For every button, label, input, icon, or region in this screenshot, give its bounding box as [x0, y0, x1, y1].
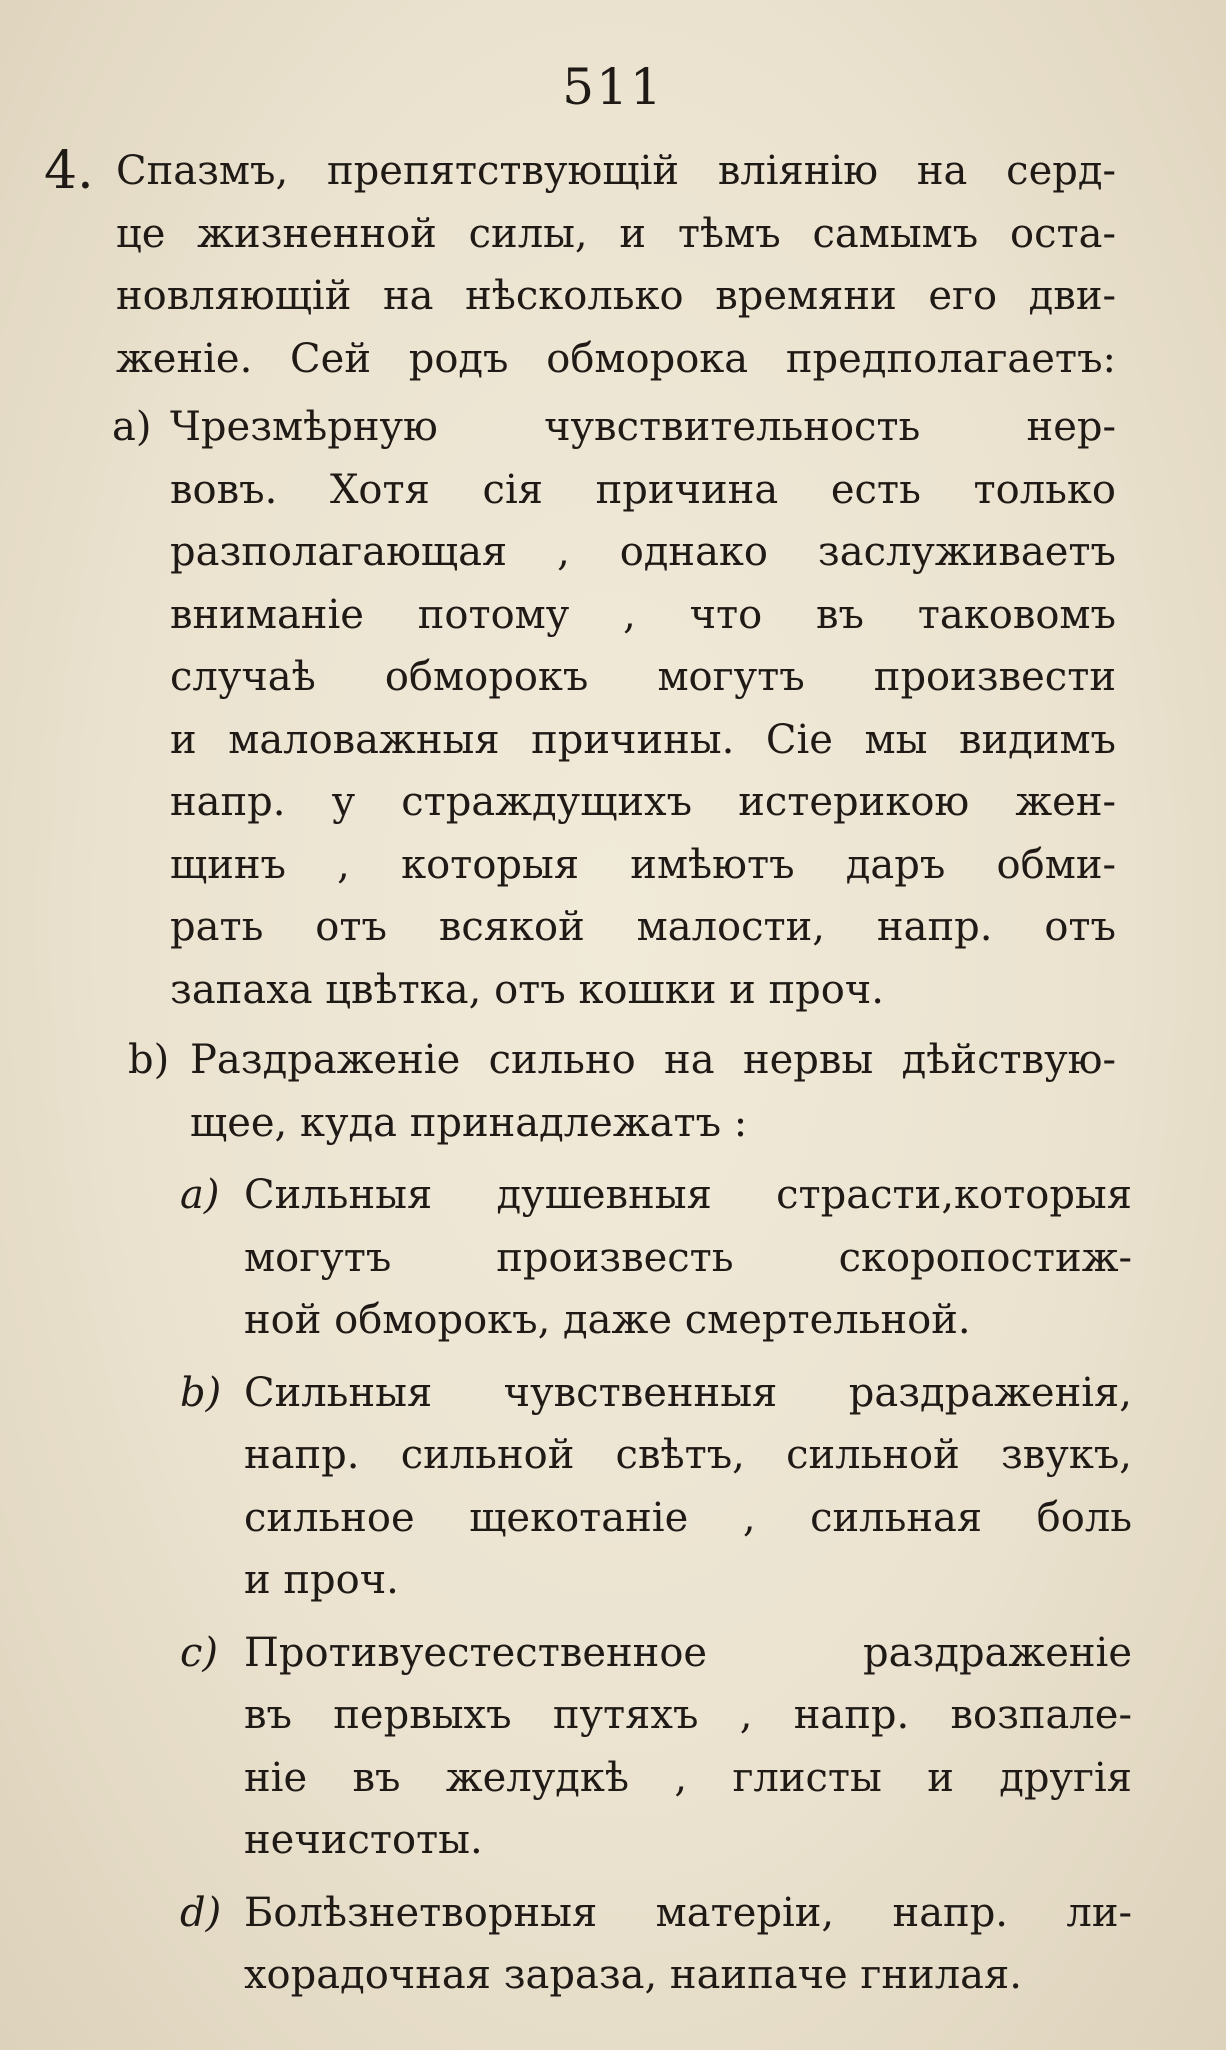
text-line: и маловажныя причины. Сіе мы видимъ	[170, 716, 1116, 763]
subitem-marker: d)	[180, 1889, 222, 1936]
text-line: запаха цвѣтка, отъ кошки и проч.	[170, 966, 884, 1013]
text-line: Сильныя душевныя страсти,которыя	[244, 1172, 1132, 1218]
text-line: хорадочная зараза, наипаче гнилая.	[244, 1952, 1022, 1998]
text-line: ной обморокъ, даже смертельной.	[244, 1297, 971, 1343]
body-text	[0, 140, 1226, 2007]
text-line: Противуестественное раздраженіе	[244, 1629, 1132, 1676]
text-line: новляющій на нѣсколько времяни его дви-	[116, 273, 1116, 319]
text-line: могутъ произвесть скоропостиж-	[244, 1234, 1132, 1281]
text-line: Раздраженіе сильно на нервы дѣйствую-	[190, 1037, 1116, 1083]
paragraph-marker: 4.	[44, 141, 94, 201]
subitem-marker: b)	[180, 1369, 222, 1416]
text-line: вовъ. Хотя сія причина есть только	[170, 466, 1116, 513]
item-marker: a)	[112, 404, 152, 450]
subitem-marker: c)	[180, 1629, 219, 1676]
text-line: напр. у страждущихъ истерикою жен-	[170, 779, 1116, 825]
paragraph-4	[0, 140, 1116, 390]
text-line: ніе въ желудкѣ , глисты и другія	[244, 1754, 1132, 1801]
text-line: сильное щекотаніе , сильная боль	[244, 1494, 1132, 1541]
subitem-d	[0, 1882, 1132, 2007]
subitem-marker: a)	[180, 1172, 220, 1218]
text-line: Спазмъ, препятствующій вліянію на серд-	[116, 148, 1116, 194]
item-marker: b)	[128, 1037, 170, 1083]
text-line: нечистоты.	[244, 1817, 483, 1863]
text-line: рать отъ всякой малости, напр. отъ	[170, 904, 1116, 950]
text-line: це жизненной силы, и тѣмъ самымъ оста-	[116, 210, 1116, 257]
text-line: щее, куда принадлежатъ :	[190, 1099, 748, 1146]
text-line: напр. сильной свѣтъ, сильной звукъ,	[244, 1432, 1132, 1478]
text-line: щинъ , которыя имѣютъ даръ обми-	[170, 841, 1116, 888]
subitem-a	[0, 1164, 1132, 1352]
subitem-b	[0, 1362, 1132, 1612]
text-line: Сильныя чувственныя раздраженія,	[244, 1369, 1132, 1416]
text-line: Чрезмѣрную чувствительность нер-	[170, 404, 1116, 450]
item-a	[0, 396, 1116, 1021]
page-number: 511	[562, 58, 664, 116]
text-line: женіе. Сей родъ обморока предполагаетъ:	[116, 335, 1116, 382]
text-line: въ первыхъ путяхъ , напр. возпале-	[244, 1692, 1132, 1738]
item-b	[0, 1029, 1116, 1154]
text-line: случаѣ обморокъ могутъ произвести	[170, 654, 1116, 700]
text-line: и проч.	[244, 1557, 399, 1603]
text-line: Болѣзнетворныя матеріи, напр. ли-	[244, 1889, 1132, 1936]
subitem-c	[0, 1622, 1132, 1872]
text-line: разполагающая , однако заслуживаетъ	[170, 529, 1116, 575]
text-line: вниманіе потому , что въ таковомъ	[170, 591, 1116, 638]
